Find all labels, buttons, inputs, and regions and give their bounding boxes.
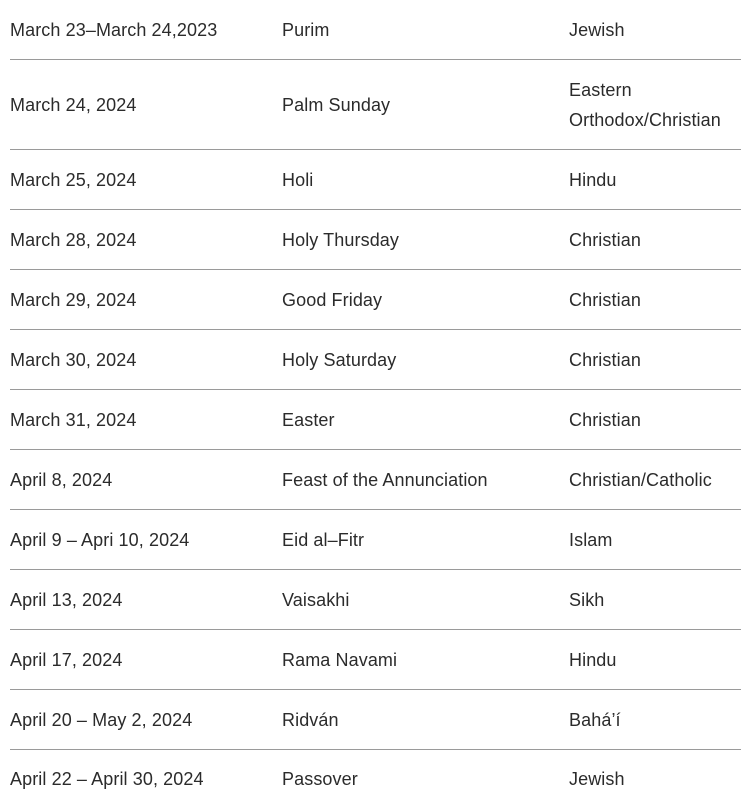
- holiday-name: Purim: [282, 0, 569, 60]
- holiday-religion: Christian: [569, 210, 741, 270]
- holiday-date: April 8, 2024: [10, 450, 282, 510]
- holiday-name: Passover: [282, 750, 569, 807]
- holiday-religion: Christian: [569, 270, 741, 330]
- table-row: [10, 330, 741, 390]
- holiday-date: March 29, 2024: [10, 270, 282, 330]
- holiday-religion: Eastern Orthodox/Christian: [569, 60, 741, 150]
- holiday-name: Feast of the Annunciation: [282, 450, 569, 510]
- holiday-table: [10, 0, 741, 807]
- holiday-date: March 28, 2024: [10, 210, 282, 270]
- holiday-date: April 22 – April 30, 2024: [10, 750, 282, 807]
- holiday-name: Eid al–Fitr: [282, 510, 569, 570]
- table-row: [10, 510, 741, 570]
- holiday-date: April 13, 2024: [10, 570, 282, 630]
- holiday-name: Holy Thursday: [282, 210, 569, 270]
- holiday-religion: Hindu: [569, 150, 741, 210]
- holiday-name: Rama Navami: [282, 630, 569, 690]
- table-row: [10, 570, 741, 630]
- table-row: [10, 210, 741, 270]
- table-row: [10, 750, 741, 807]
- holiday-religion: Hindu: [569, 630, 741, 690]
- holiday-religion: Sikh: [569, 570, 741, 630]
- table-row: [10, 690, 741, 750]
- table-row: [10, 60, 741, 150]
- holiday-religion: Christian: [569, 330, 741, 390]
- holiday-name: Palm Sunday: [282, 60, 569, 150]
- holiday-religion: Christian: [569, 390, 741, 450]
- holiday-date: March 23–March 24,2023: [10, 0, 282, 60]
- holiday-religion: Jewish: [569, 750, 741, 807]
- holiday-religion: Islam: [569, 510, 741, 570]
- table-row: [10, 0, 741, 60]
- holiday-name: Vaisakhi: [282, 570, 569, 630]
- holiday-date: March 31, 2024: [10, 390, 282, 450]
- holiday-name: Ridván: [282, 690, 569, 750]
- holiday-religion: Christian/Catholic: [569, 450, 741, 510]
- holiday-name: Easter: [282, 390, 569, 450]
- holiday-date: March 30, 2024: [10, 330, 282, 390]
- holiday-date: March 25, 2024: [10, 150, 282, 210]
- holiday-name: Good Friday: [282, 270, 569, 330]
- table-row: [10, 150, 741, 210]
- table-row: [10, 630, 741, 690]
- holiday-name: Holi: [282, 150, 569, 210]
- table-row: [10, 390, 741, 450]
- table-row: [10, 450, 741, 510]
- holiday-religion: Bahá’í: [569, 690, 741, 750]
- holiday-date: March 24, 2024: [10, 60, 282, 150]
- holiday-name: Holy Saturday: [282, 330, 569, 390]
- holiday-date: April 20 – May 2, 2024: [10, 690, 282, 750]
- holiday-date: April 17, 2024: [10, 630, 282, 690]
- table-row: [10, 270, 741, 330]
- holiday-date: April 9 – Apri 10, 2024: [10, 510, 282, 570]
- holiday-religion: Jewish: [569, 0, 741, 60]
